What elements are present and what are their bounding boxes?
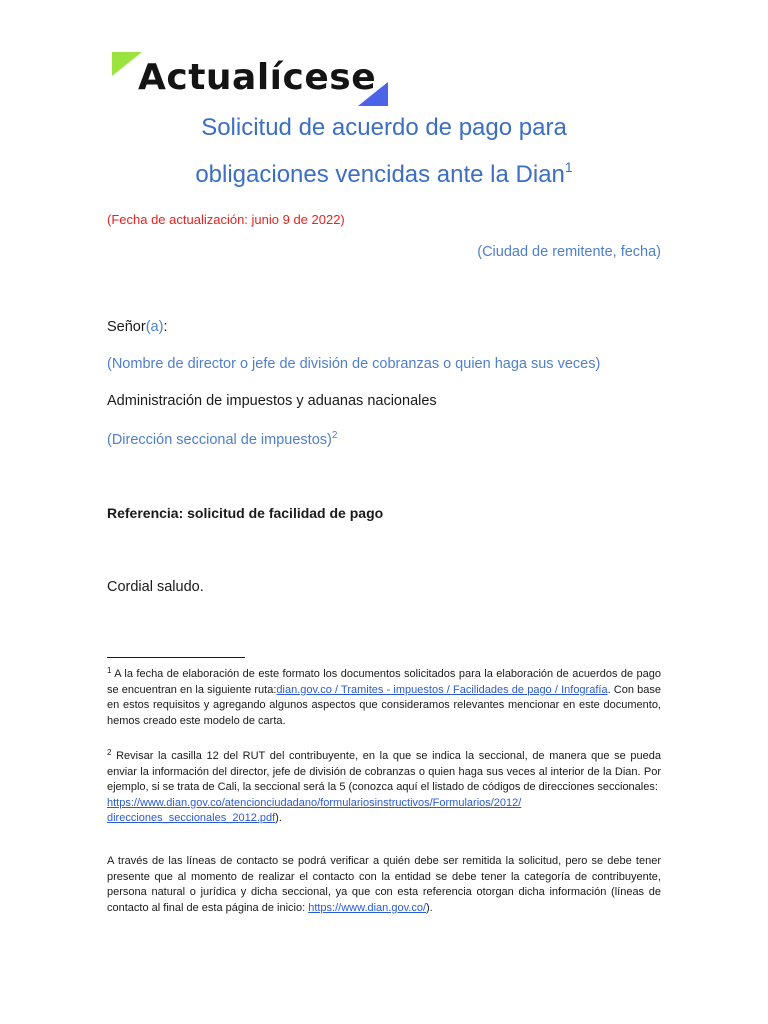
salutation-text: Señor — [107, 319, 146, 335]
address-placeholder — [107, 430, 337, 448]
dian-home-link[interactable]: https://www.dian.gov.co/ — [308, 901, 427, 914]
footnote-2-link-line-1: https://www.dian.gov.co/atencionciudadano/formulariosinstructivos/Formularios/2012/ — [107, 796, 522, 809]
city-date-placeholder: (Ciudad de remitente, fecha) — [477, 244, 661, 260]
title-line-2-text: obligaciones vencidas ante la Dian — [195, 161, 565, 188]
salutation-colon: : — [163, 319, 168, 335]
greeting: Cordial saludo. — [107, 579, 204, 595]
document-title-line-1: Solicitud de acuerdo de pago para — [201, 114, 567, 141]
reference-line: Referencia: solicitud de facilidad de pago — [107, 505, 384, 521]
footnote-1-text: A la fecha de elaboración de este formato los documentos solicitados para la elaboración de acuerdos de pago se encuentran en la siguiente ruta: — [107, 668, 661, 696]
salutation-suffix: (a) — [145, 319, 164, 335]
address-text: (Dirección seccional de impuestos) — [107, 432, 332, 448]
footnote-2-text: Revisar la casilla 12 del RUT del contribuyente, en la que se indica la seccional, de manera que se pueda enviar la información del director, jefe de división de cobranzas o quien haga sus veces al interior de la Dian. Por ejemplo, si se trata de Cali, la seccional será la 5 (conozca aquí el listado de códigos de direcciones seccionales: — [107, 750, 661, 793]
blue-triangle-icon — [358, 82, 388, 106]
logo-wordmark: Actualícese — [138, 57, 377, 98]
title-footnote-mark: 1 — [564, 159, 573, 175]
document-title-line-2 — [0, 160, 768, 187]
address-footnote-mark: 2 — [331, 430, 338, 441]
footnote-2-text-after: ). — [275, 812, 282, 824]
footnote-2-link[interactable] — [107, 797, 521, 825]
footnote-2-mark: 2 — [107, 748, 112, 757]
actualicese-logo — [110, 48, 400, 110]
update-date: (Fecha de actualización: junio 9 de 2022) — [107, 212, 345, 227]
footnote-1-link[interactable]: dian.gov.co / Tramites - impuestos / Facilidades de pago / Infografía — [276, 683, 608, 696]
recipient-name-placeholder: (Nombre de director o jefe de división de cobranzas o quien haga sus veces) — [107, 356, 601, 372]
salutation — [107, 319, 167, 335]
footnote-separator — [107, 657, 245, 658]
footnote-1-mark: 1 — [107, 666, 112, 675]
footnote-2 — [107, 745, 661, 827]
footnote-contact-note — [107, 854, 661, 916]
footnote-1 — [107, 663, 661, 729]
contact-note-text-after: ). — [426, 901, 433, 914]
footnote-1-text-after: . Con base en estos requisitos y agregando algunos aspectos que consideramos relevantes mencionar en este documento, hemos creado este modelo de carta. — [107, 683, 662, 727]
contact-note-text: A través de las líneas de contacto se podrá verificar a quién debe ser remitida la solicitud, pero se debe tener presente que al momento de realizar el contacto con la entidad se debe tener la categoría de contribuyente, persona natural o jurídica y dicha seccional, ya que con esta referencia otorgan dicha información (líneas de contacto al final de esta página de inicio: — [107, 855, 661, 914]
organization-name: Administración de impuestos y aduanas nacionales — [107, 393, 437, 409]
footnote-2-link-line-2: direcciones_seccionales_2012.pdf — [107, 812, 276, 824]
